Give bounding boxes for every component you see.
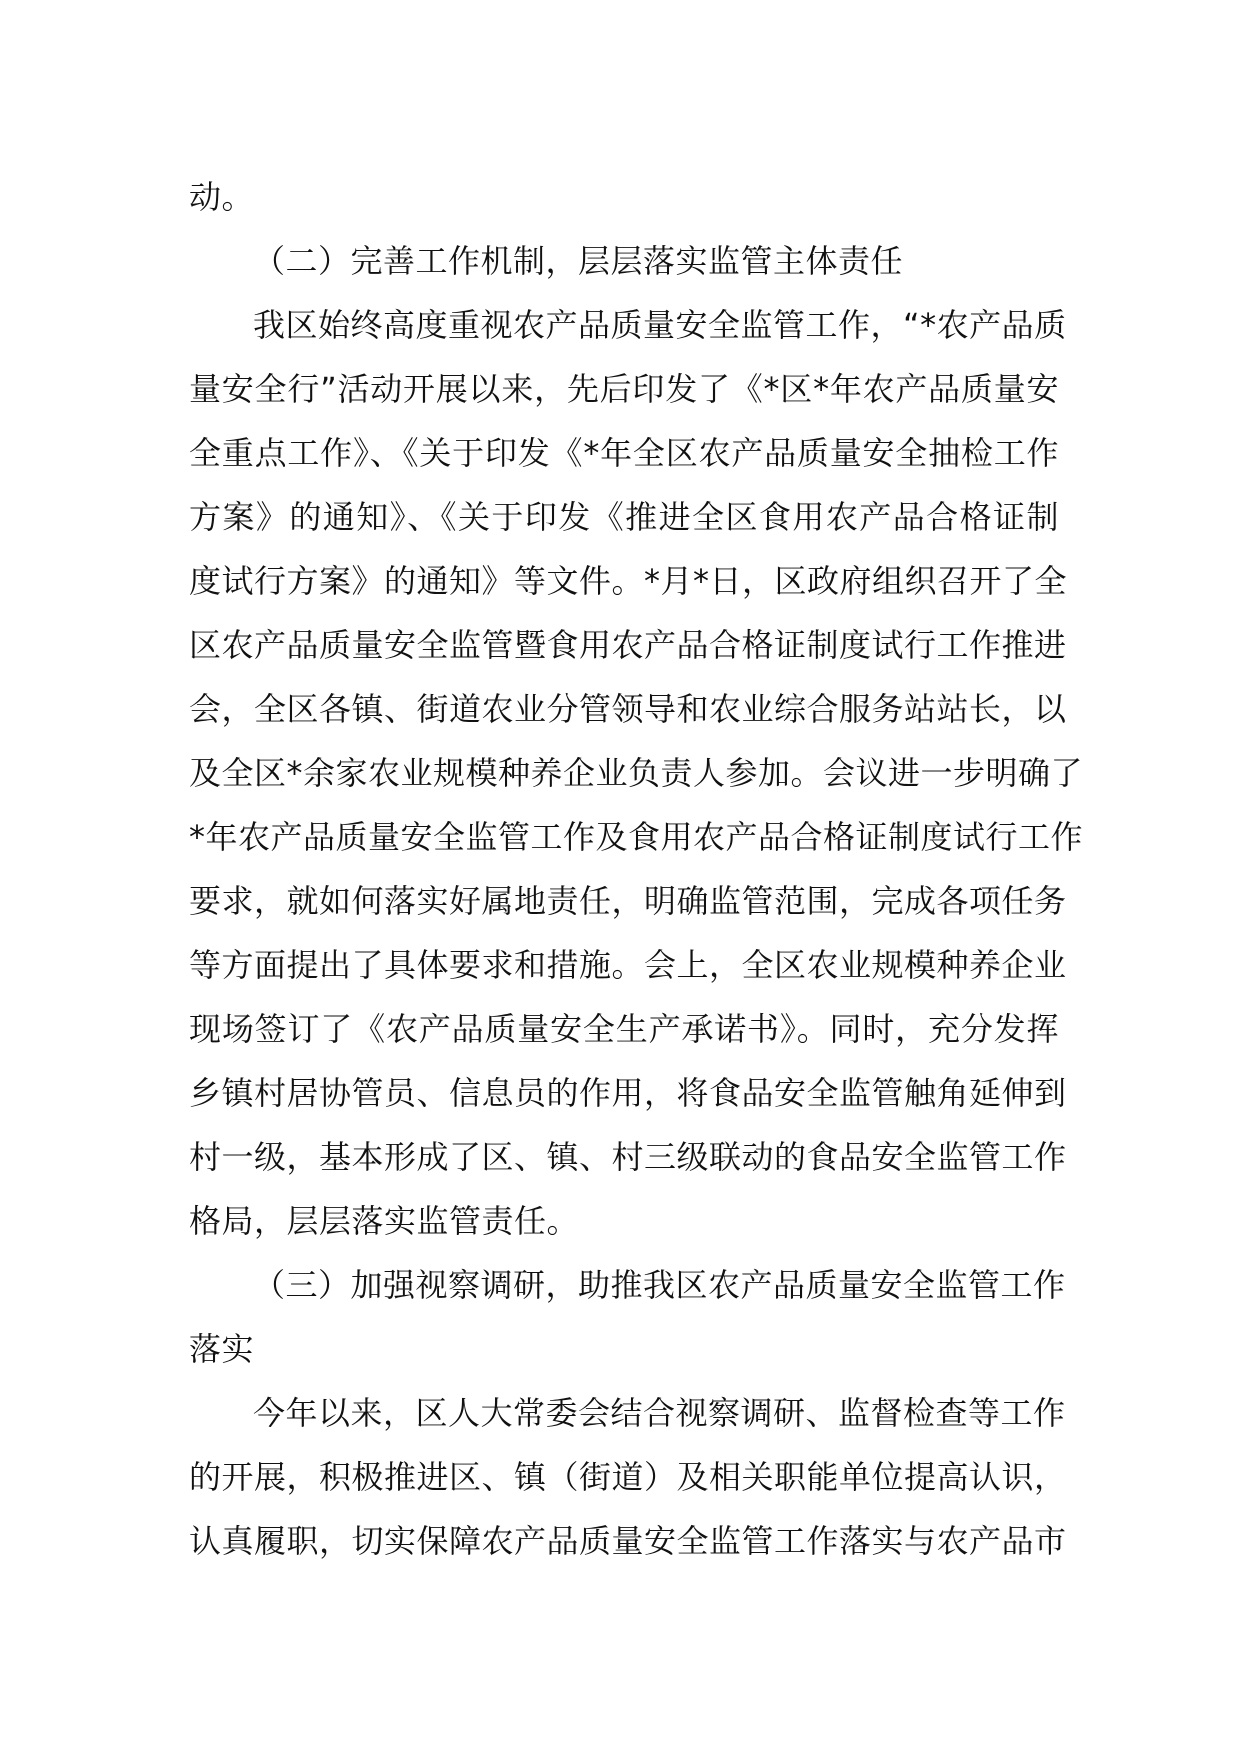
paragraph-line: 我区始终高度重视农产品质量安全监管工作，“*农产品质 (253, 306, 1067, 344)
paragraph-line: 全重点工作》、《关于印发《*年全区农产品质量安全抽检工作 (189, 434, 1059, 472)
paragraph-line: *年农产品质量安全监管工作及食用农产品合格证制度试行工作 (189, 818, 1084, 856)
paragraph-line: 乡镇村居协管员、信息员的作用，将食品安全监管触角延伸到 (189, 1074, 1067, 1112)
section-heading: （三）加强视察调研，助推我区农产品质量安全监管工作 (253, 1266, 1066, 1304)
paragraph-line: 格局，层层落实监管责任。 (189, 1202, 580, 1240)
section-heading: （二）完善工作机制，层层落实监管主体责任 (253, 242, 904, 280)
paragraph-line: 动。 (189, 178, 255, 216)
paragraph-line: 今年以来，区人大常委会结合视察调研、监督检查等工作 (253, 1394, 1066, 1432)
paragraph-line: 度试行方案》的通知》等文件。*月*日，区政府组织召开了全 (189, 562, 1068, 600)
paragraph-line: 方案》的通知》、《关于印发《推进全区食用农产品合格证制 (189, 498, 1059, 536)
paragraph-line: 要求，就如何落实好属地责任，明确监管范围，完成各项任务 (189, 882, 1067, 920)
paragraph-line: 的开展，积极推进区、镇（街道）及相关职能单位提高认识， (189, 1458, 1067, 1496)
paragraph-line: 等方面提出了具体要求和措施。会上，全区农业规模种养企业 (189, 946, 1067, 984)
paragraph-line: 及全区*余家农业规模种养企业负责人参加。会议进一步明确了 (189, 754, 1084, 792)
section-heading: 落实 (189, 1330, 255, 1368)
paragraph-line: 村一级，基本形成了区、镇、村三级联动的食品安全监管工作 (189, 1138, 1067, 1176)
paragraph-line: 区农产品质量安全监管暨食用农产品合格证制度试行工作推进 (189, 626, 1067, 664)
paragraph-line: 量安全行”活动开展以来，先后印发了《*区*年农产品质量安 (189, 370, 1059, 408)
paragraph-line: 现场签订了《农产品质量安全生产承诺书》。同时，充分发挥 (189, 1010, 1059, 1048)
paragraph-line: 会，全区各镇、街道农业分管领导和农业综合服务站站长，以 (189, 690, 1067, 728)
paragraph-line: 认真履职，切实保障农产品质量安全监管工作落实与农产品市 (189, 1522, 1067, 1560)
